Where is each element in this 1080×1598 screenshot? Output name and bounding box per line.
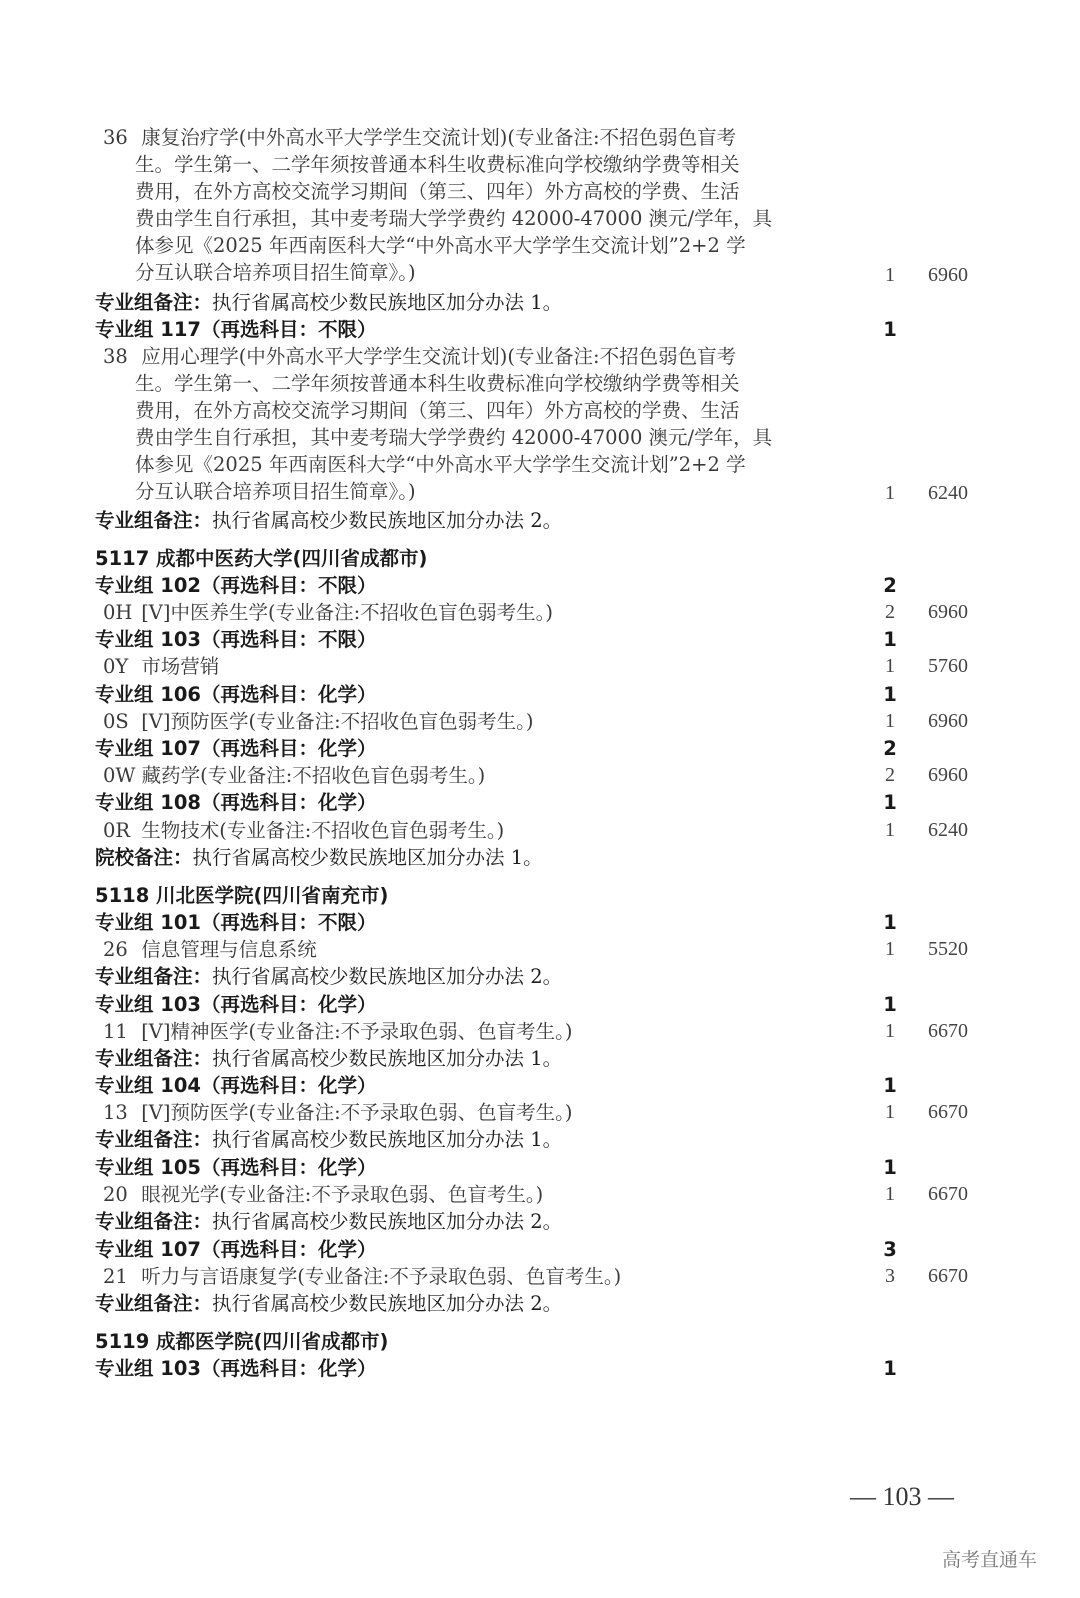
group-header: 专业组 105（再选科目：化学）: [95, 1156, 377, 1179]
major-row: 0H [V]中医养生学(专业备注:不招收色盲色弱考生。): [103, 601, 554, 624]
plan-count: 1: [885, 482, 895, 504]
group-header: 专业组 108（再选科目：化学）: [95, 791, 377, 814]
group-note: 专业组备注：执行省属高校少数民族地区加分办法 2。: [95, 965, 563, 988]
major-row: 0W 藏药学(专业备注:不招收色盲色弱考生。): [103, 764, 486, 787]
plan-count: 1: [885, 655, 895, 677]
tuition-fee: 6670: [928, 1265, 968, 1287]
tuition-fee: 6960: [928, 601, 968, 623]
plan-count: 2: [885, 764, 895, 786]
group-note: 专业组备注：执行省属高校少数民族地区加分办法 2。: [95, 1210, 563, 1233]
major-row: 0R 生物技术(专业备注:不招收色盲色弱考生。): [103, 819, 505, 842]
group-plan-count: 1: [883, 628, 897, 651]
group-note: 专业组备注：执行省属高校少数民族地区加分办法 1。: [95, 1128, 563, 1151]
school-header: 5118 川北医学院(四川省南充市): [95, 884, 389, 907]
plan-count: 1: [885, 1020, 895, 1042]
major-text: 费由学生自行承担，其中麦考瑞大学学费约 42000-47000 澳元/学年，具: [135, 426, 773, 449]
major-text: 生。学生第一、二学年须按普通本科生收费标准向学校缴纳学费等相关: [135, 372, 740, 395]
major-text: 体参见《2025 年西南医科大学“中外高水平大学学生交流计划”2+2 学: [135, 453, 746, 476]
group-header: 专业组 107（再选科目：化学）: [95, 1238, 377, 1261]
group-plan-count: 1: [883, 993, 897, 1016]
page-number: — 103 —: [850, 1482, 954, 1511]
tuition-fee: 6670: [928, 1101, 968, 1123]
group-plan-count: 1: [883, 1357, 897, 1380]
group-note: 专业组备注：执行省属高校少数民族地区加分办法 2。: [95, 1292, 563, 1315]
group-header: 专业组 103（再选科目：化学）: [95, 993, 377, 1016]
plan-count: 1: [885, 1101, 895, 1123]
group-note: 专业组备注：执行省属高校少数民族地区加分办法 2。: [95, 509, 563, 532]
school-note: 院校备注：执行省属高校少数民族地区加分办法 1。: [95, 846, 543, 869]
plan-count: 1: [885, 819, 895, 841]
school-header: 5117 成都中医药大学(四川省成都市): [95, 547, 428, 570]
group-note: 专业组备注：执行省属高校少数民族地区加分办法 1。: [95, 291, 563, 314]
watermark: 高考直通车: [942, 1549, 1038, 1571]
tuition-fee: 6670: [928, 1183, 968, 1205]
major-text: 体参见《2025 年西南医科大学“中外高水平大学学生交流计划”2+2 学: [135, 234, 746, 257]
major-row: 20 眼视光学(专业备注:不予录取色弱、色盲考生。): [103, 1183, 544, 1206]
plan-count: 1: [885, 1183, 895, 1205]
plan-count: 1: [885, 264, 895, 286]
major-row: 21 听力与言语康复学(专业备注:不予录取色弱、色盲考生。): [103, 1265, 622, 1288]
group-plan-count: 1: [883, 318, 897, 341]
tuition-fee: 6240: [928, 482, 968, 504]
tuition-fee: 5520: [928, 938, 968, 960]
major-row: 0S [V]预防医学(专业备注:不招收色盲色弱考生。): [103, 710, 534, 733]
major-text: 费由学生自行承担，其中麦考瑞大学学费约 42000-47000 澳元/学年，具: [135, 207, 773, 230]
group-plan-count: 1: [883, 1074, 897, 1097]
group-plan-count: 1: [883, 791, 897, 814]
group-header: 专业组 117（再选科目：不限）: [95, 318, 377, 341]
group-note: 专业组备注：执行省属高校少数民族地区加分办法 1。: [95, 1047, 563, 1070]
major-text: 分互认联合培养项目招生简章》。): [135, 480, 416, 503]
plan-count: 1: [885, 710, 895, 732]
major-row: 13 [V]预防医学(专业备注:不予录取色弱、色盲考生。): [103, 1101, 573, 1124]
tuition-fee: 6240: [928, 819, 968, 841]
group-plan-count: 1: [883, 683, 897, 706]
tuition-fee: 6670: [928, 1020, 968, 1042]
tuition-fee: 6960: [928, 764, 968, 786]
group-header: 专业组 102（再选科目：不限）: [95, 574, 377, 597]
group-header: 专业组 104（再选科目：化学）: [95, 1074, 377, 1097]
major-text: 康复治疗学(中外高水平大学学生交流计划)(专业备注:不招色弱色盲考: [141, 126, 737, 149]
tuition-fee: 6960: [928, 264, 968, 286]
major-text: 生。学生第一、二学年须按普通本科生收费标准向学校缴纳学费等相关: [135, 153, 740, 176]
tuition-fee: 6960: [928, 710, 968, 732]
group-header: 专业组 107（再选科目：化学）: [95, 737, 377, 760]
group-plan-count: 3: [883, 1238, 897, 1261]
group-plan-count: 1: [883, 911, 897, 934]
major-row: 0Y 市场营销: [103, 655, 220, 678]
group-plan-count: 1: [883, 1156, 897, 1179]
major-row: 11 [V]精神医学(专业备注:不予录取色弱、色盲考生。): [103, 1020, 573, 1043]
plan-count: 2: [885, 601, 895, 623]
group-header: 专业组 101（再选科目：不限）: [95, 911, 377, 934]
group-header: 专业组 103（再选科目：化学）: [95, 1357, 377, 1380]
major-text: 费用，在外方高校交流学习期间（第三、四年）外方高校的学费、生活: [135, 180, 740, 203]
tuition-fee: 5760: [928, 655, 968, 677]
plan-count: 3: [885, 1265, 895, 1287]
group-plan-count: 2: [883, 737, 897, 760]
group-header: 专业组 106（再选科目：化学）: [95, 683, 377, 706]
major-text: 费用，在外方高校交流学习期间（第三、四年）外方高校的学费、生活: [135, 399, 740, 422]
group-header: 专业组 103（再选科目：不限）: [95, 628, 377, 651]
major-code: 36: [103, 126, 128, 149]
plan-count: 1: [885, 938, 895, 960]
group-plan-count: 2: [883, 574, 897, 597]
school-header: 5119 成都医学院(四川省成都市): [95, 1330, 389, 1353]
major-code: 38: [103, 345, 128, 368]
major-row: 26 信息管理与信息系统: [103, 938, 317, 961]
major-text: 应用心理学(中外高水平大学学生交流计划)(专业备注:不招色弱色盲考: [141, 345, 737, 368]
major-text: 分互认联合培养项目招生简章》。): [135, 261, 416, 284]
